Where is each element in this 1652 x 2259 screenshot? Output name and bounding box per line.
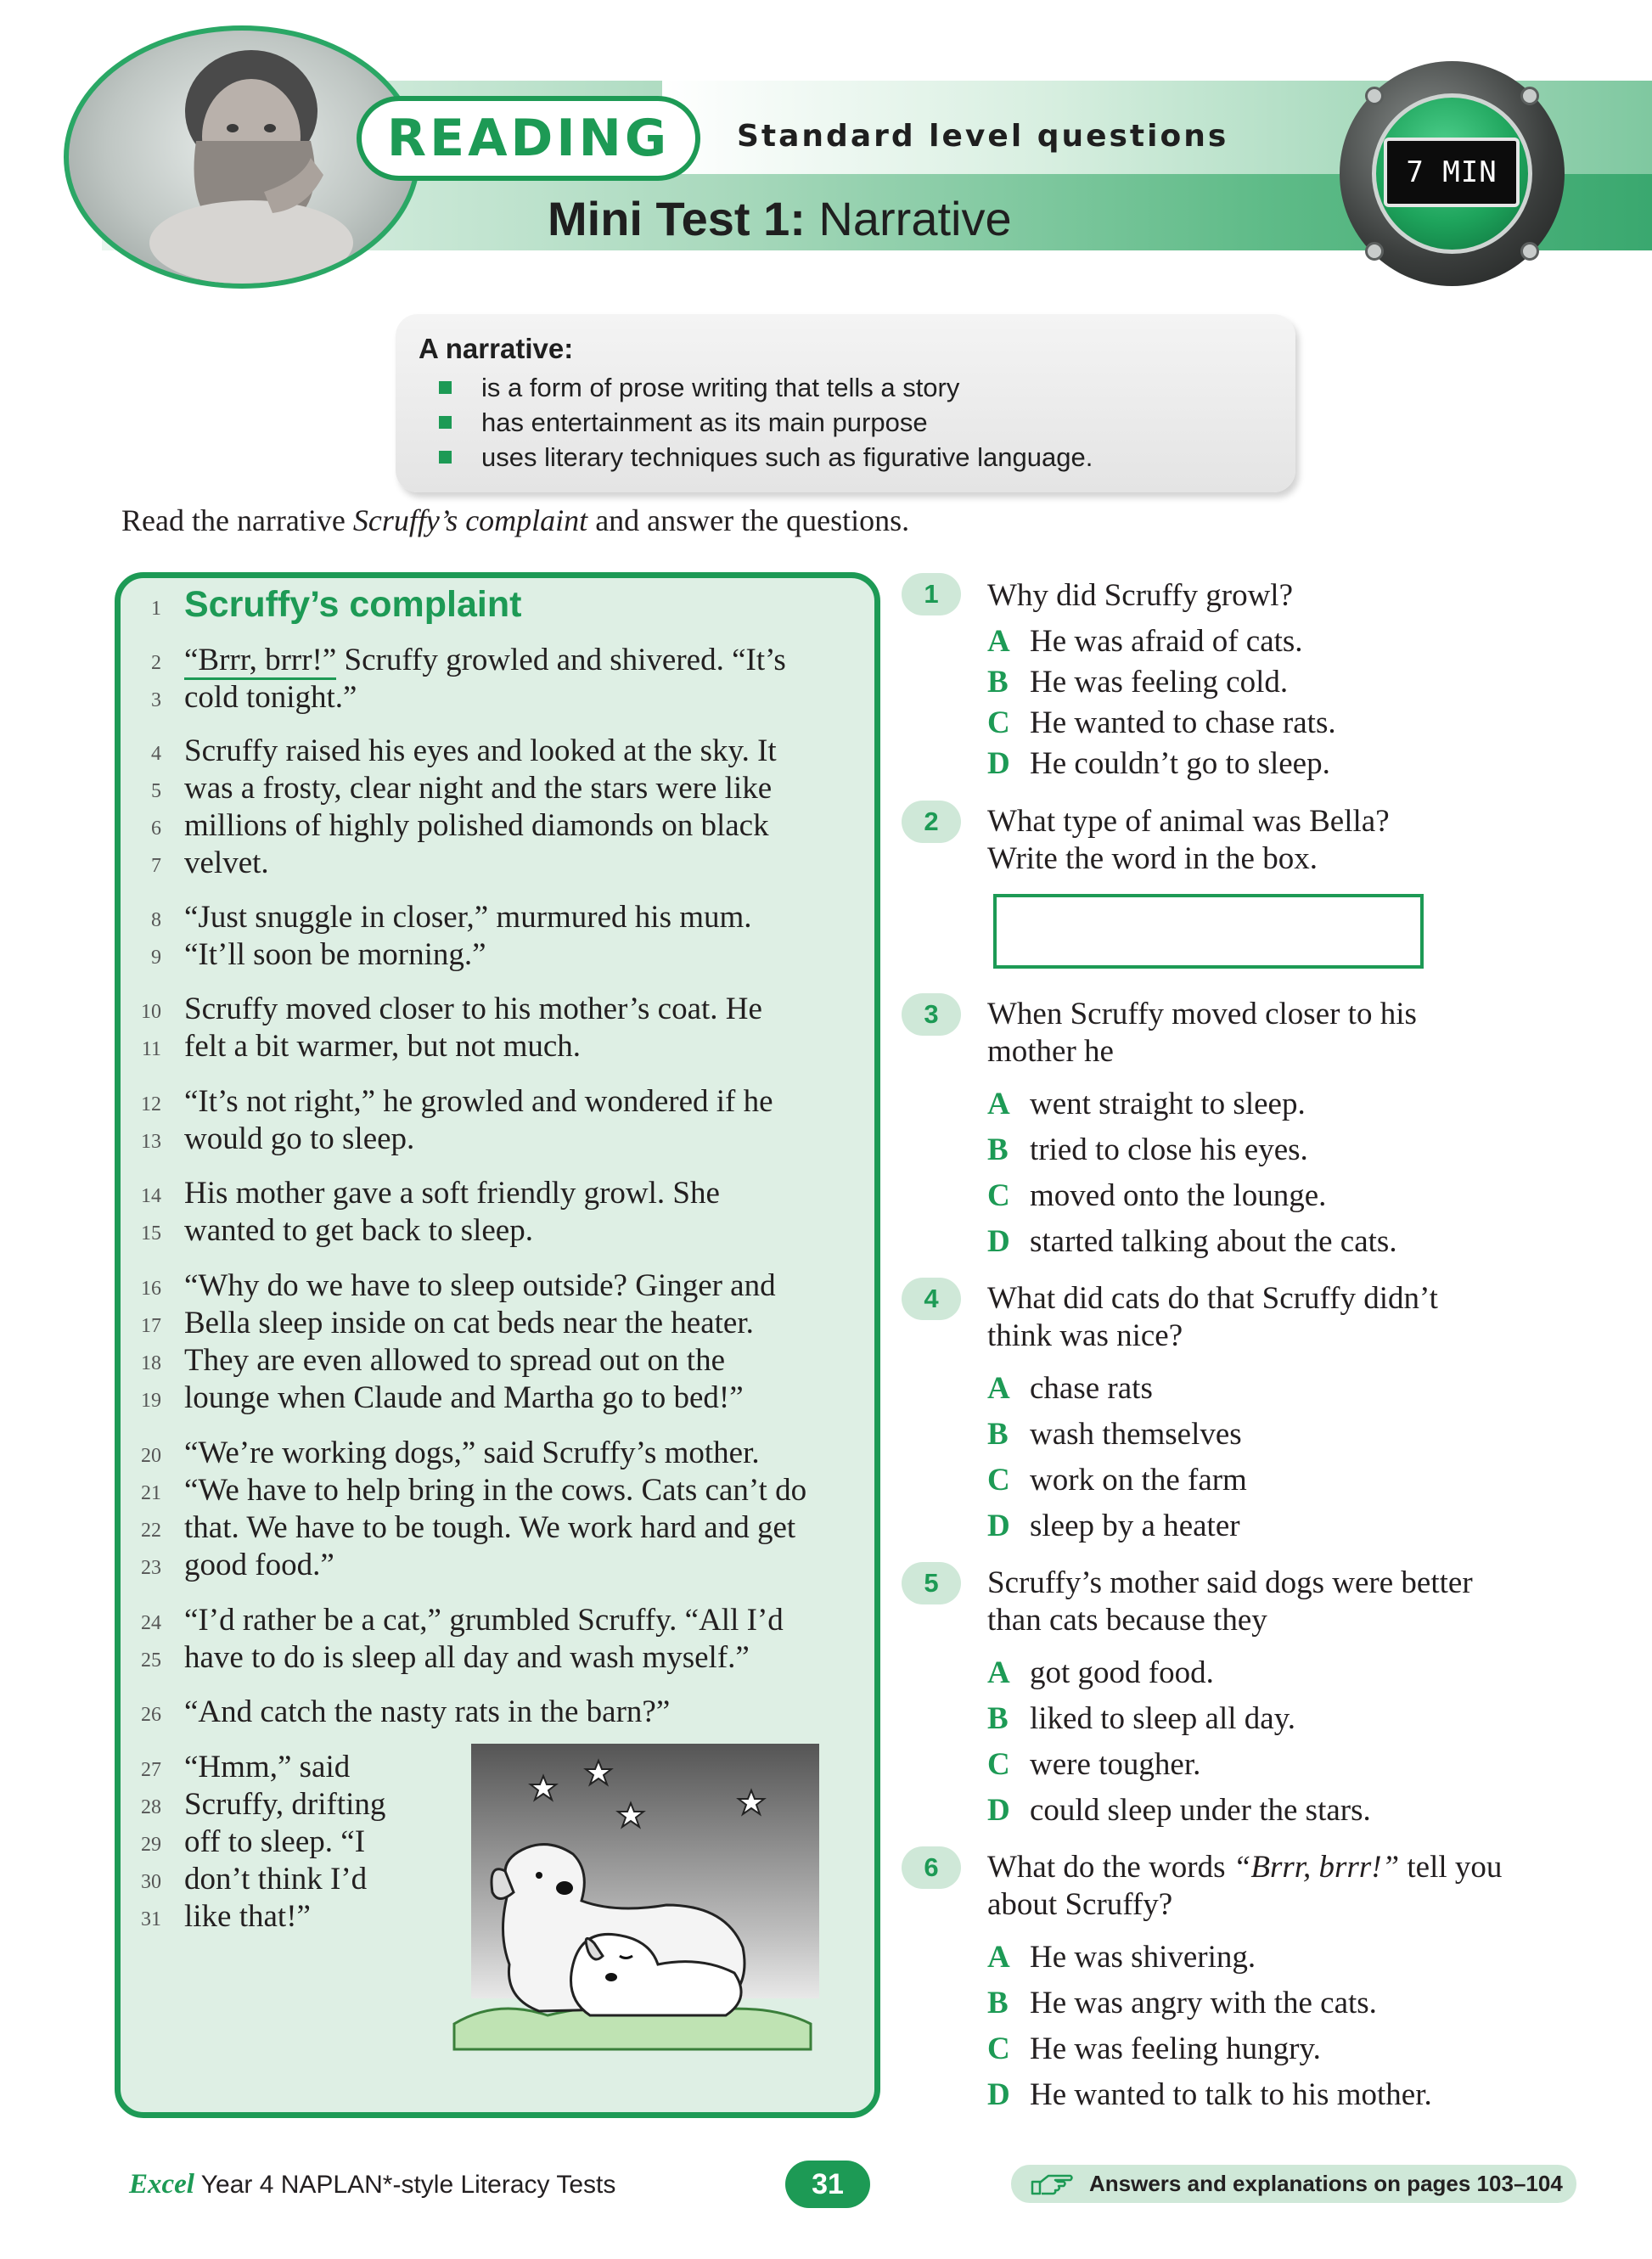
line-number: 25 [141, 1649, 161, 1672]
option-text: He was afraid of cats. [1030, 624, 1303, 659]
story-line-text: Scruffy growled and shivered. “It’s [336, 643, 786, 677]
page-number: 31 [785, 2161, 870, 2208]
line-number: 28 [141, 1796, 161, 1818]
question-text-part: tell you [1399, 1850, 1503, 1885]
line-number: 12 [141, 1093, 161, 1115]
line-number: 2 [151, 652, 161, 674]
sleeping-dogs-illustration [446, 1744, 819, 2066]
line-number: 19 [141, 1390, 161, 1412]
option-letter: C [987, 1747, 1010, 1782]
story-line: cold tonight.” [184, 680, 357, 715]
option-letter: A [987, 1655, 1010, 1690]
option-text: He was feeling cold. [1030, 665, 1289, 700]
line-number: 23 [141, 1557, 161, 1579]
story-line: Bella sleep inside on cat beds near the heater. [184, 1306, 754, 1340]
question-text: mother he [987, 1034, 1114, 1069]
info-box-item-text: has entertainment as its main purpose [481, 407, 928, 437]
level-label: Standard level questions [737, 119, 1229, 154]
brand-name: Excel [129, 2169, 194, 2200]
option-letter: D [987, 1509, 1010, 1543]
option-text: could sleep under the stars. [1030, 1793, 1371, 1828]
line-number: 14 [141, 1185, 161, 1207]
line-number: 13 [141, 1131, 161, 1153]
option-letter: C [987, 1178, 1010, 1213]
question-quote: “Brrr, brrr!” [1233, 1850, 1400, 1885]
story-line: His mother gave a soft friendly growl. She [184, 1176, 720, 1211]
instruction-text [121, 503, 909, 538]
story-line: felt a bit warmer, but not much. [184, 1029, 582, 1064]
answer-option[interactable] [987, 1462, 1247, 1498]
line-number: 1 [151, 598, 161, 620]
answer-option[interactable] [987, 664, 1288, 700]
line-number: 24 [141, 1612, 161, 1634]
story-line: “Just snuggle in closer,” murmured his mum. [184, 900, 752, 935]
info-box-title: A narrative: [419, 333, 574, 364]
answer-option[interactable] [987, 1132, 1308, 1168]
question-number-badge: 6 [902, 1846, 961, 1889]
bullet-square-icon [439, 416, 452, 429]
question-text: about Scruffy? [987, 1887, 1173, 1922]
story-line: “It’s not right,” he growled and wondered if he [184, 1084, 773, 1119]
option-text: liked to sleep all day. [1030, 1701, 1296, 1736]
option-letter: B [987, 665, 1009, 700]
answer-option[interactable] [987, 2076, 1432, 2113]
line-number: 8 [151, 909, 161, 931]
story-line [184, 642, 786, 678]
line-number: 15 [141, 1222, 161, 1245]
info-box-item [419, 370, 1295, 405]
page-title-bold: Mini Test 1: [548, 192, 806, 245]
story-line: Scruffy raised his eyes and looked at the sky. It [184, 733, 777, 768]
answer-option[interactable] [987, 705, 1336, 741]
line-number: 31 [141, 1908, 161, 1930]
option-text: work on the farm [1030, 1463, 1247, 1498]
answer-option[interactable] [987, 1792, 1371, 1829]
option-text: got good food. [1030, 1655, 1214, 1690]
bullet-square-icon [439, 451, 452, 464]
question-text: Scruffy’s mother said dogs were better [987, 1565, 1473, 1600]
story-line: “And catch the nasty rats in the barn?” [184, 1694, 671, 1729]
question-text: than cats because they [987, 1603, 1267, 1638]
answer-option[interactable] [987, 1655, 1214, 1691]
line-number: 10 [141, 1001, 161, 1023]
instruction-story-title: Scruffy’s complaint [352, 503, 588, 537]
line-number: 22 [141, 1520, 161, 1542]
story-line: “Hmm,” said [184, 1750, 351, 1784]
story-line: lounge when Claude and Martha go to bed!” [184, 1380, 744, 1415]
option-letter: C [987, 705, 1010, 740]
answer-option[interactable] [987, 623, 1303, 660]
option-letter: D [987, 2077, 1010, 2112]
timer-display [1384, 138, 1520, 207]
answers-reference-text: Answers and explanations on pages 103–104 [1089, 2171, 1563, 2196]
story-line: “It’ll soon be morning.” [184, 937, 486, 972]
option-text: He was angry with the cats. [1030, 1986, 1377, 2020]
answer-option[interactable] [987, 1985, 1377, 2021]
section-label-text: READING [386, 109, 671, 168]
line-number: 27 [141, 1759, 161, 1781]
answer-option[interactable] [987, 1370, 1153, 1407]
book-name: Year 4 NAPLAN*-style Literacy Tests [194, 2171, 616, 2199]
timer-text: 7 MIN [1406, 155, 1497, 189]
line-number: 21 [141, 1482, 161, 1504]
option-text: He wanted to chase rats. [1030, 705, 1336, 740]
bolt-icon [1365, 87, 1384, 105]
option-letter: A [987, 1371, 1010, 1406]
answer-option[interactable] [987, 745, 1330, 782]
story-line: Scruffy, drifting [184, 1787, 386, 1822]
option-letter: A [987, 1087, 1010, 1121]
instruction-before: Read the narrative [121, 503, 353, 537]
story-line: velvet. [184, 846, 269, 880]
story-line: “Why do we have to sleep outside? Ginger and [184, 1268, 776, 1303]
question-number-badge: 4 [902, 1278, 961, 1320]
question-number-badge: 3 [902, 993, 961, 1036]
answer-option[interactable] [987, 2031, 1321, 2067]
instruction-after: and answer the questions. [587, 503, 910, 537]
option-letter: C [987, 1463, 1010, 1498]
line-number: 29 [141, 1834, 161, 1856]
answer-option[interactable] [987, 1700, 1295, 1737]
line-number: 30 [141, 1871, 161, 1893]
info-box-item [419, 405, 1295, 440]
answers-reference [1011, 2165, 1576, 2203]
bolt-icon [1365, 242, 1384, 261]
question-text-part: What do the words [987, 1850, 1226, 1885]
brrr-phrase: “Brrr, brrr!” [184, 643, 336, 680]
bullet-square-icon [439, 381, 452, 394]
line-number: 16 [141, 1278, 161, 1300]
answer-option[interactable] [987, 1223, 1397, 1260]
question-text [987, 1849, 1502, 1885]
story-line: that. We have to be tough. We work hard and get [184, 1510, 796, 1545]
option-text: He was feeling hungry. [1030, 2031, 1321, 2066]
answer-option[interactable] [987, 1508, 1240, 1544]
story-line: “We’re working dogs,” said Scruffy’s mother. [184, 1436, 760, 1470]
answer-option[interactable] [987, 1177, 1326, 1214]
page-title [548, 191, 1012, 246]
question-number-badge: 2 [902, 801, 961, 843]
answer-option[interactable] [987, 1416, 1242, 1453]
story-line: “I’d rather be a cat,” grumbled Scruffy. “All I’d [184, 1603, 784, 1638]
line-number: 11 [141, 1038, 161, 1060]
option-letter: B [987, 1132, 1009, 1167]
option-letter: D [987, 1793, 1010, 1828]
option-letter: B [987, 1417, 1009, 1452]
page-title-rest: Narrative [805, 192, 1012, 245]
line-number: 17 [141, 1315, 161, 1337]
book-title [129, 2169, 615, 2200]
info-box-item-text: uses literary techniques such as figurative language. [481, 441, 1093, 472]
question-text: Write the word in the box. [987, 841, 1318, 876]
option-text: started talking about the cats. [1030, 1224, 1397, 1259]
option-letter: C [987, 2031, 1010, 2066]
option-text: moved onto the lounge. [1030, 1178, 1327, 1213]
story-line: good food.” [184, 1548, 334, 1582]
question-text: What did cats do that Scruffy didn’t [987, 1281, 1438, 1316]
line-number: 20 [141, 1445, 161, 1467]
option-letter: B [987, 1701, 1009, 1736]
question-number-badge: 5 [902, 1562, 961, 1604]
line-number: 4 [151, 743, 161, 765]
option-letter: A [987, 1940, 1010, 1975]
story-line: They are even allowed to spread out on the [184, 1343, 725, 1378]
answer-option[interactable] [987, 1746, 1200, 1783]
story-line: don’t think I’d [184, 1862, 368, 1897]
line-number: 5 [151, 780, 161, 802]
story-line: wanted to get back to sleep. [184, 1213, 533, 1248]
question-text: When Scruffy moved closer to his [987, 997, 1417, 1031]
answer-option[interactable] [987, 1086, 1306, 1122]
option-text: were tougher. [1030, 1747, 1201, 1782]
option-text: chase rats [1030, 1371, 1153, 1406]
line-number: 6 [151, 818, 161, 840]
story-line: was a frosty, clear night and the stars were like [184, 771, 773, 806]
option-text: wash themselves [1030, 1417, 1242, 1452]
answer-input-box[interactable] [993, 894, 1424, 969]
story-line: off to sleep. “I [184, 1824, 366, 1859]
question-text: What type of animal was Bella? [987, 804, 1390, 839]
story-line: “We have to help bring in the cows. Cats can’t do [184, 1473, 807, 1508]
story-line: Scruffy moved closer to his mother’s coat. He [184, 992, 762, 1026]
line-number: 3 [151, 689, 161, 711]
question-text: think was nice? [987, 1318, 1183, 1353]
timer-icon [1340, 61, 1565, 286]
section-label [357, 96, 700, 181]
option-text: He was shivering. [1030, 1940, 1256, 1975]
option-text: He couldn’t go to sleep. [1030, 746, 1330, 781]
question-text: Why did Scruffy growl? [987, 578, 1293, 613]
story-line: millions of highly polished diamonds on black [184, 808, 769, 843]
story-line: like that!” [184, 1899, 311, 1934]
option-text: He wanted to talk to his mother. [1030, 2077, 1432, 2112]
narrative-definition-box [396, 314, 1295, 492]
option-text: sleep by a heater [1030, 1509, 1240, 1543]
line-number: 9 [151, 947, 161, 969]
line-number: 7 [151, 855, 161, 877]
line-number: 18 [141, 1352, 161, 1374]
option-letter: D [987, 746, 1010, 781]
option-text: went straight to sleep. [1030, 1087, 1306, 1121]
option-letter: B [987, 1986, 1009, 2020]
option-letter: A [987, 624, 1010, 659]
story-title: Scruffy’s complaint [184, 584, 522, 625]
option-text: tried to close his eyes. [1030, 1132, 1308, 1167]
pointing-hand-icon [1030, 2172, 1077, 2197]
question-number-badge: 1 [902, 573, 961, 615]
info-box-item [419, 440, 1295, 475]
bolt-icon [1520, 242, 1539, 261]
answer-option[interactable] [987, 1939, 1256, 1975]
info-box-item-text: is a form of prose writing that tells a story [481, 372, 960, 402]
story-line: would go to sleep. [184, 1121, 415, 1156]
story-line: have to do is sleep all day and wash myself.” [184, 1640, 750, 1675]
line-number: 26 [141, 1704, 161, 1726]
option-letter: D [987, 1224, 1010, 1259]
bolt-icon [1520, 87, 1539, 105]
